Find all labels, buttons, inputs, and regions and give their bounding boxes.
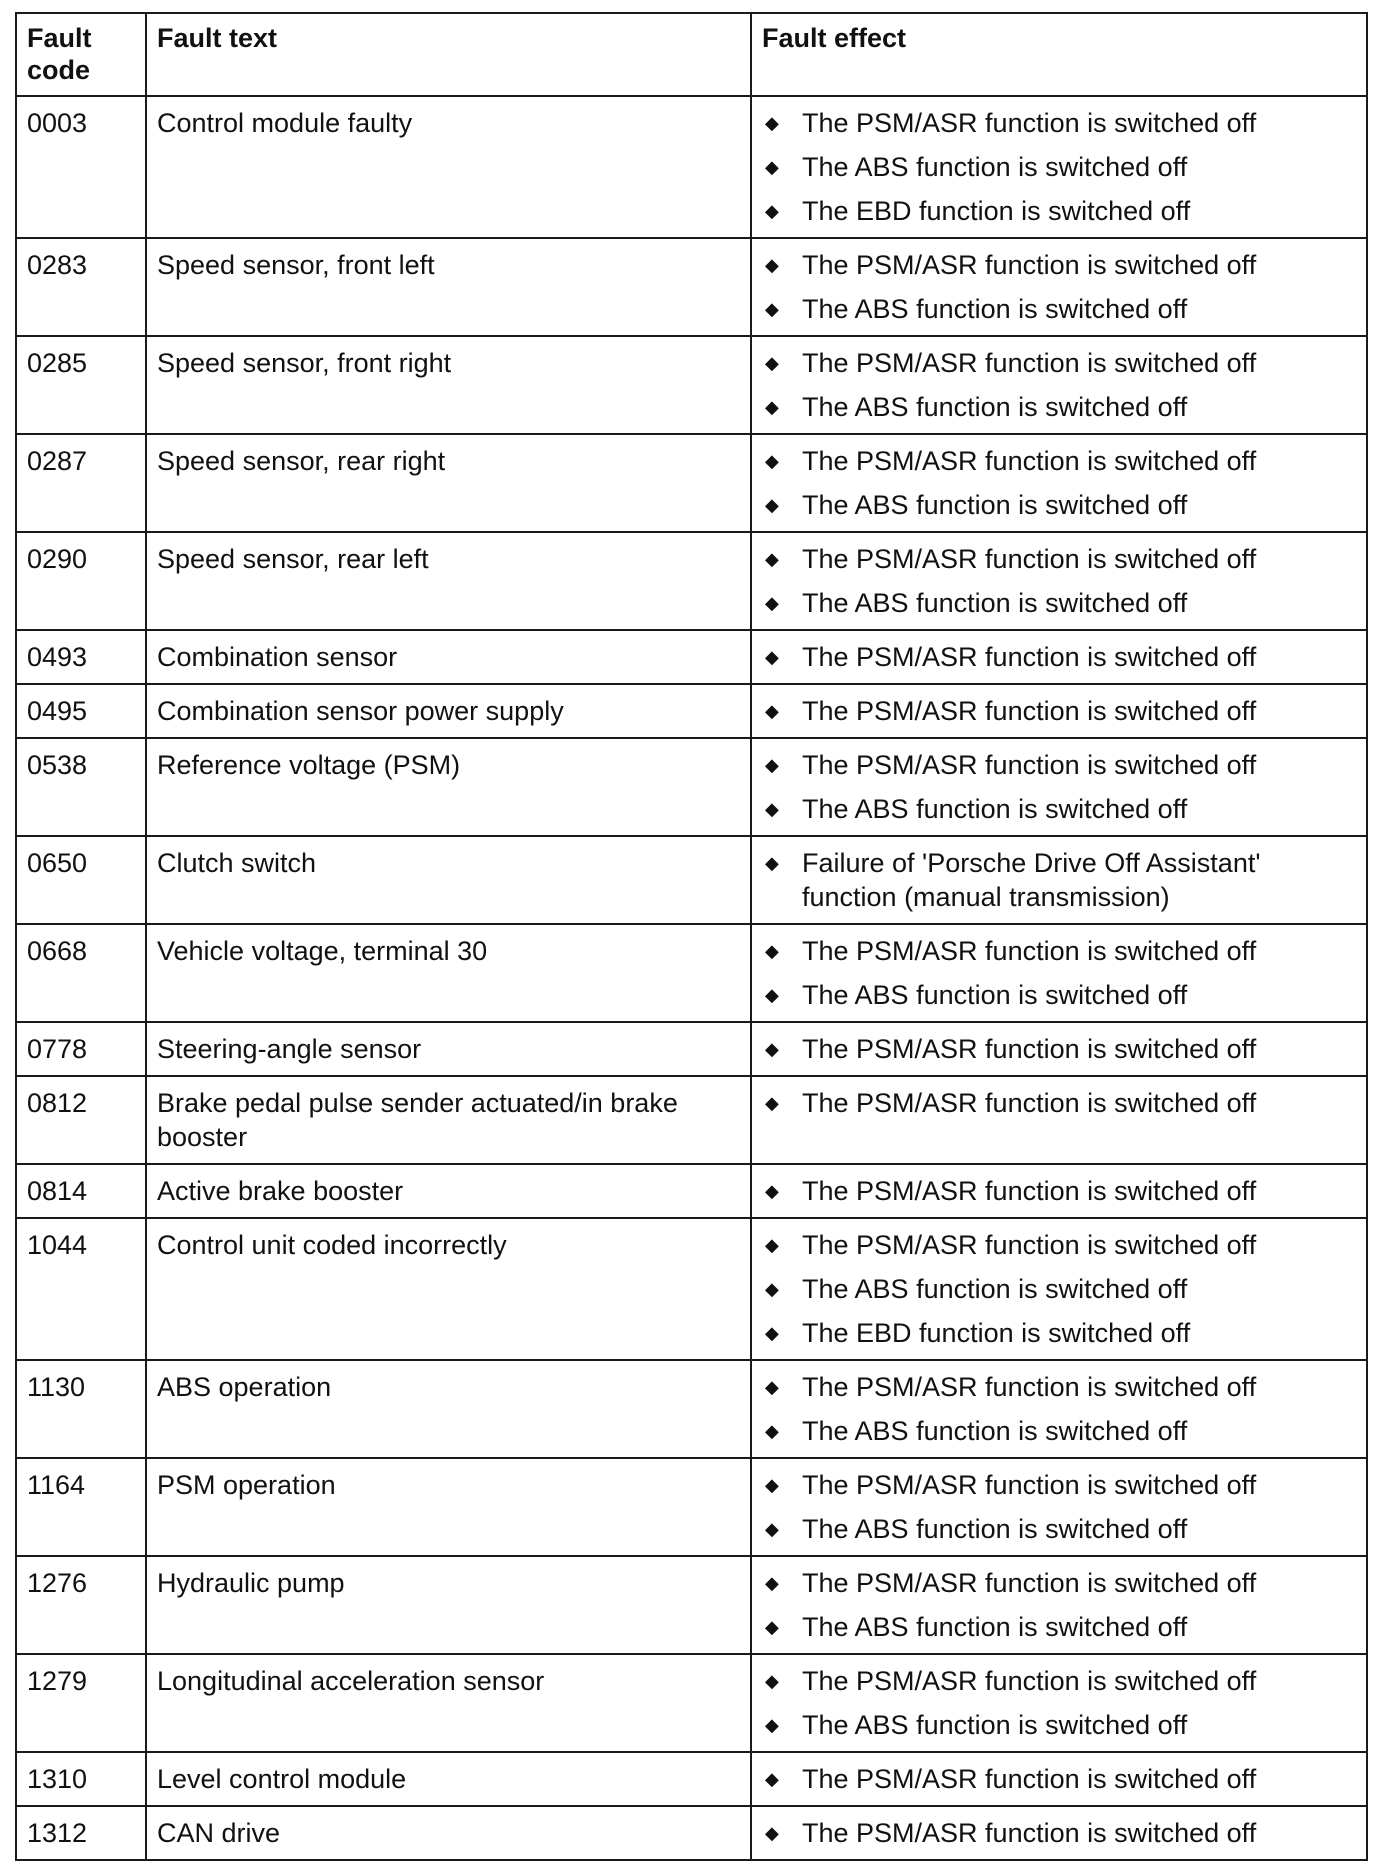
fault-effect-item [762,1228,1356,1262]
fault-effect-cell [751,836,1367,924]
diamond-bullet-icon: ◆ [765,353,779,373]
diamond-bullet-icon: ◆ [765,593,779,613]
diamond-bullet-icon: ◆ [765,1573,779,1593]
fault-effect-text: The ABS function is switched off [802,294,1188,324]
fault-code-cell: 1279 [16,1654,146,1752]
fault-code-cell: 0003 [16,96,146,238]
fault-effect-list [762,1032,1356,1066]
fault-code-cell: 0287 [16,434,146,532]
fault-effect-list [762,748,1356,826]
fault-effect-text: The PSM/ASR function is switched off [802,1034,1257,1064]
fault-text-cell: Speed sensor, front right [146,336,751,434]
fault-effect-item [762,444,1356,478]
diamond-bullet-icon: ◆ [765,799,779,819]
fault-effect-text: The PSM/ASR function is switched off [802,1818,1257,1848]
diamond-bullet-icon: ◆ [765,1671,779,1691]
fault-effect-list [762,1664,1356,1742]
fault-effect-text: The ABS function is switched off [802,392,1188,422]
fault-effect-text: The PSM/ASR function is switched off [802,1666,1257,1696]
fault-effect-item [762,1316,1356,1350]
table-header-row [16,13,1367,96]
fault-effect-cell [751,434,1367,532]
fault-effect-text: The ABS function is switched off [802,1612,1188,1642]
fault-effect-list [762,542,1356,620]
fault-effect-text: The ABS function is switched off [802,490,1188,520]
fault-code-cell: 1310 [16,1752,146,1806]
fault-text-cell: Speed sensor, front left [146,238,751,336]
fault-effect-cell [751,738,1367,836]
fault-effect-list [762,1174,1356,1208]
fault-code-table [15,12,1368,1861]
fault-effect-item [762,1762,1356,1796]
fault-code-cell: 0283 [16,238,146,336]
fault-effect-item [762,978,1356,1012]
fault-effect-list [762,1468,1356,1546]
fault-text-cell: Reference voltage (PSM) [146,738,751,836]
fault-effect-text: The EBD function is switched off [802,196,1191,226]
fault-effect-item [762,934,1356,968]
fault-effect-text: The ABS function is switched off [802,588,1188,618]
diamond-bullet-icon: ◆ [765,1093,779,1113]
fault-text-cell: Control unit coded incorrectly [146,1218,751,1360]
table-row [16,336,1367,434]
fault-text-cell: Combination sensor power supply [146,684,751,738]
diamond-bullet-icon: ◆ [765,201,779,221]
fault-text-cell: Speed sensor, rear left [146,532,751,630]
table-row [16,238,1367,336]
fault-effect-list [762,248,1356,326]
diamond-bullet-icon: ◆ [765,299,779,319]
fault-code-cell: 1312 [16,1806,146,1860]
fault-effect-item [762,106,1356,140]
fault-effect-item [762,1414,1356,1448]
fault-code-cell: 1164 [16,1458,146,1556]
diamond-bullet-icon: ◆ [765,1823,779,1843]
diamond-bullet-icon: ◆ [765,755,779,775]
table-row [16,924,1367,1022]
fault-text-cell: Brake pedal pulse sender actuated/in brake booster [146,1076,751,1164]
fault-text-cell: Clutch switch [146,836,751,924]
fault-effect-text: The PSM/ASR function is switched off [802,544,1257,574]
fault-effect-item [762,1272,1356,1306]
fault-effect-cell [751,1654,1367,1752]
table-row [16,630,1367,684]
fault-effect-text: The PSM/ASR function is switched off [802,446,1257,476]
fault-text-cell: CAN drive [146,1806,751,1860]
header-fault-text: Fault text [146,13,751,96]
diamond-bullet-icon: ◆ [765,701,779,721]
fault-effect-item [762,1174,1356,1208]
table-row [16,1556,1367,1654]
diamond-bullet-icon: ◆ [765,397,779,417]
fault-text-cell: Combination sensor [146,630,751,684]
fault-text-cell: Active brake booster [146,1164,751,1218]
fault-effect-list [762,1762,1356,1796]
fault-code-cell: 0493 [16,630,146,684]
table-row [16,836,1367,924]
fault-code-cell: 1044 [16,1218,146,1360]
fault-effect-text: The PSM/ASR function is switched off [802,696,1257,726]
fault-text-cell: ABS operation [146,1360,751,1458]
fault-effect-text: The PSM/ASR function is switched off [802,1088,1257,1118]
fault-effect-text: The PSM/ASR function is switched off [802,1372,1257,1402]
fault-effect-item [762,586,1356,620]
diamond-bullet-icon: ◆ [765,1617,779,1637]
fault-effect-text: The ABS function is switched off [802,1514,1188,1544]
fault-effect-cell [751,532,1367,630]
fault-effect-item [762,390,1356,424]
fault-effect-item [762,792,1356,826]
fault-effect-cell [751,1752,1367,1806]
table-row [16,1218,1367,1360]
fault-code-cell: 0495 [16,684,146,738]
diamond-bullet-icon: ◆ [765,157,779,177]
fault-effect-text: The PSM/ASR function is switched off [802,936,1257,966]
diamond-bullet-icon: ◆ [765,941,779,961]
fault-effect-cell [751,1458,1367,1556]
fault-effect-cell [751,1556,1367,1654]
diamond-bullet-icon: ◆ [765,495,779,515]
fault-effect-cell [751,1218,1367,1360]
diamond-bullet-icon: ◆ [765,853,779,873]
fault-effect-text: The PSM/ASR function is switched off [802,1764,1257,1794]
fault-effect-list [762,934,1356,1012]
fault-effect-list [762,346,1356,424]
diamond-bullet-icon: ◆ [765,549,779,569]
fault-effect-cell [751,630,1367,684]
fault-effect-list [762,1086,1356,1120]
table-row [16,1806,1367,1860]
fault-effect-item [762,150,1356,184]
fault-effect-item [762,488,1356,522]
fault-effect-item [762,542,1356,576]
table-row [16,1752,1367,1806]
fault-effect-item [762,1468,1356,1502]
fault-text-cell: PSM operation [146,1458,751,1556]
fault-effect-item [762,194,1356,228]
fault-effect-text: The PSM/ASR function is switched off [802,642,1257,672]
diamond-bullet-icon: ◆ [765,1235,779,1255]
table-row [16,434,1367,532]
fault-effect-list [762,1228,1356,1350]
fault-effect-list [762,1370,1356,1448]
fault-effect-cell [751,924,1367,1022]
table-row [16,1076,1367,1164]
fault-effect-cell [751,238,1367,336]
fault-effect-text: The ABS function is switched off [802,1274,1188,1304]
diamond-bullet-icon: ◆ [765,1769,779,1789]
fault-effect-cell [751,1164,1367,1218]
fault-effect-text: The PSM/ASR function is switched off [802,1176,1257,1206]
fault-code-cell: 1276 [16,1556,146,1654]
fault-effect-list [762,640,1356,674]
fault-effect-text: The ABS function is switched off [802,152,1188,182]
fault-effect-cell [751,684,1367,738]
fault-code-cell: 1130 [16,1360,146,1458]
table-body [16,96,1367,1860]
fault-effect-item [762,248,1356,282]
fault-effect-item [762,694,1356,728]
fault-text-cell: Speed sensor, rear right [146,434,751,532]
fault-effect-item [762,1566,1356,1600]
fault-effect-text: The EBD function is switched off [802,1318,1191,1348]
header-fault-effect: Fault effect [751,13,1367,96]
fault-effect-list [762,1816,1356,1850]
fault-effect-list [762,846,1356,914]
diamond-bullet-icon: ◆ [765,1323,779,1343]
fault-code-cell: 0814 [16,1164,146,1218]
fault-effect-text: The ABS function is switched off [802,1416,1188,1446]
fault-code-cell: 0812 [16,1076,146,1164]
fault-text-cell: Control module faulty [146,96,751,238]
fault-code-cell: 0285 [16,336,146,434]
fault-effect-item [762,846,1356,914]
diamond-bullet-icon: ◆ [765,1475,779,1495]
fault-text-cell: Longitudinal acceleration sensor [146,1654,751,1752]
table-row [16,1360,1367,1458]
fault-effect-item [762,1816,1356,1850]
fault-effect-list [762,106,1356,228]
fault-effect-text: The PSM/ASR function is switched off [802,348,1257,378]
fault-code-cell: 0650 [16,836,146,924]
fault-effect-item [762,1370,1356,1404]
diamond-bullet-icon: ◆ [765,1039,779,1059]
fault-effect-item [762,1664,1356,1698]
fault-code-cell: 0538 [16,738,146,836]
fault-effect-cell [751,96,1367,238]
fault-text-cell: Steering-angle sensor [146,1022,751,1076]
fault-effect-item [762,346,1356,380]
table-row [16,738,1367,836]
diamond-bullet-icon: ◆ [765,1377,779,1397]
fault-effect-list [762,1566,1356,1644]
diamond-bullet-icon: ◆ [765,451,779,471]
fault-effect-item [762,1512,1356,1546]
fault-effect-text: The ABS function is switched off [802,1710,1188,1740]
fault-code-document [15,12,1366,1861]
fault-effect-item [762,640,1356,674]
table-row [16,532,1367,630]
fault-effect-text: The PSM/ASR function is switched off [802,250,1257,280]
diamond-bullet-icon: ◆ [765,1715,779,1735]
table-row [16,1458,1367,1556]
diamond-bullet-icon: ◆ [765,647,779,667]
table-row [16,684,1367,738]
fault-effect-item [762,1086,1356,1120]
fault-effect-text: The PSM/ASR function is switched off [802,1470,1257,1500]
fault-effect-cell [751,336,1367,434]
diamond-bullet-icon: ◆ [765,1519,779,1539]
fault-effect-list [762,444,1356,522]
fault-effect-list [762,694,1356,728]
fault-effect-cell [751,1806,1367,1860]
fault-text-cell: Level control module [146,1752,751,1806]
fault-text-cell: Vehicle voltage, terminal 30 [146,924,751,1022]
fault-effect-text: The PSM/ASR function is switched off [802,1230,1257,1260]
fault-effect-text: The ABS function is switched off [802,980,1188,1010]
diamond-bullet-icon: ◆ [765,985,779,1005]
fault-code-cell: 0778 [16,1022,146,1076]
header-fault-code: Fault code [16,13,146,96]
fault-code-cell: 0668 [16,924,146,1022]
fault-effect-cell [751,1360,1367,1458]
fault-effect-item [762,292,1356,326]
table-row [16,1654,1367,1752]
fault-effect-item [762,1610,1356,1644]
diamond-bullet-icon: ◆ [765,1421,779,1441]
table-row [16,1022,1367,1076]
diamond-bullet-icon: ◆ [765,113,779,133]
fault-effect-text: The PSM/ASR function is switched off [802,1568,1257,1598]
fault-effect-cell [751,1022,1367,1076]
fault-effect-item [762,748,1356,782]
diamond-bullet-icon: ◆ [765,255,779,275]
fault-effect-cell [751,1076,1367,1164]
table-row [16,96,1367,238]
fault-effect-text: The PSM/ASR function is switched off [802,750,1257,780]
fault-effect-item [762,1032,1356,1066]
fault-effect-text: The PSM/ASR function is switched off [802,108,1257,138]
fault-text-cell: Hydraulic pump [146,1556,751,1654]
diamond-bullet-icon: ◆ [765,1279,779,1299]
fault-effect-text: The ABS function is switched off [802,794,1188,824]
fault-code-cell: 0290 [16,532,146,630]
table-row [16,1164,1367,1218]
fault-effect-text: Failure of 'Porsche Drive Off Assistant' function (manual transmission) [802,848,1261,912]
fault-effect-item [762,1708,1356,1742]
diamond-bullet-icon: ◆ [765,1181,779,1201]
